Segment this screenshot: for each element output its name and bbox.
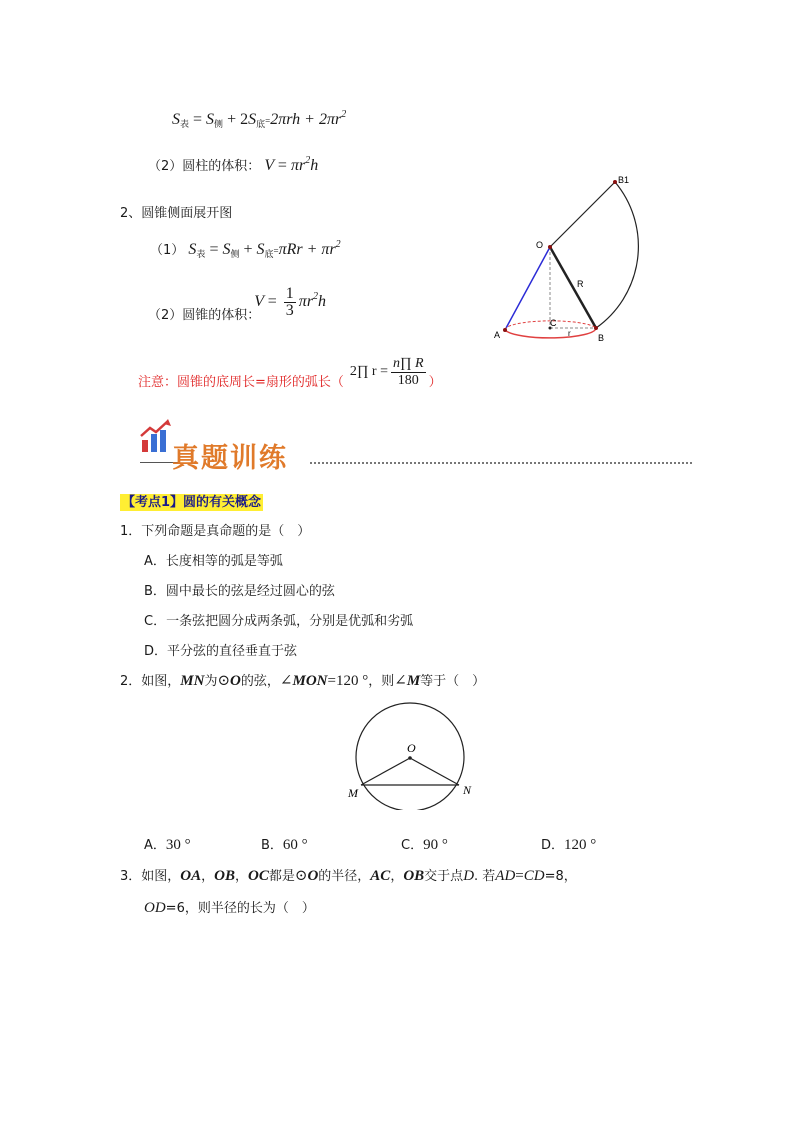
label-b: B xyxy=(598,333,605,343)
q2-option-d[interactable]: D．120 ° xyxy=(541,837,597,853)
section-title: 真题训练 xyxy=(172,443,288,474)
banner-dotted-line xyxy=(310,462,692,464)
radius-om xyxy=(361,758,410,785)
q2-option-b[interactable]: B．60 ° xyxy=(261,837,308,853)
q3-stem-line1: 3．如图，OA，OB，OC都是⊙O的半径，AC，OB交于点D. 若AD=CD=8， xyxy=(120,868,577,884)
label-c: C xyxy=(550,318,557,328)
cone-net-figure xyxy=(490,170,660,350)
label-o-point: O xyxy=(407,741,416,755)
label-r-big: R xyxy=(577,279,584,289)
label-o: O xyxy=(536,240,544,250)
q2-option-c[interactable]: C．90 ° xyxy=(401,837,448,853)
q2-circle-figure xyxy=(340,700,480,810)
bar-chart-icon xyxy=(138,418,174,454)
topic-tag: 【考点1】圆的有关概念 xyxy=(122,495,262,510)
q1-option-a[interactable]: A．长度相等的弧是等弧 xyxy=(144,554,283,569)
q1-stem: 1．下列命题是真命题的是（ ） xyxy=(120,524,311,539)
label-r-small: r xyxy=(568,329,571,338)
cone-lines xyxy=(503,180,638,338)
q2-option-a[interactable]: A．30 ° xyxy=(144,837,191,853)
label-n-point: N xyxy=(463,783,472,797)
section-banner xyxy=(128,418,698,474)
q1-option-c[interactable]: C．一条弦把圆分成两条弧，分别是优弧和劣弧 xyxy=(144,614,414,629)
note-line: 注意：圆锥的底周长=扇形的弧长（ 2∏ r = $\frac{n\prod R}{180}$ ） xyxy=(138,355,442,390)
cylinder-surface-formula: $S_表 = S_侧 + 2S_底=2\pi rh + 2\pi r^2$ xyxy=(172,109,347,130)
q1-option-b[interactable]: B．圆中最长的弦是经过圆心的弦 xyxy=(144,584,335,599)
label-a: A xyxy=(494,330,501,340)
radius-on xyxy=(410,758,459,785)
label-m-point: M xyxy=(348,786,358,800)
q3-stem-line2: OD=6，则半径的长为（ ） xyxy=(144,900,315,916)
q2-stem: 2．如图，MN为⊙O的弦，∠MON=120 °，则∠M等于（ ） xyxy=(120,673,486,689)
cylinder-volume-line: （2）圆柱的体积： $V = \pi r^2h$ xyxy=(148,155,319,174)
cone-volume-line: （2）圆锥的体积： V = $\frac{1}{3}$ $\pi r^2h$ xyxy=(148,284,327,323)
label-b1: B1 xyxy=(618,175,630,185)
cone-heading: 2、圆锥侧面展开图 xyxy=(120,206,233,221)
q1-option-d[interactable]: D．平分弦的直径垂直于弦 xyxy=(144,644,298,659)
cone-surface-line: （1） $S_表 = S_侧 + S_底=\pi Rr + \pi r^2$ xyxy=(150,239,341,260)
